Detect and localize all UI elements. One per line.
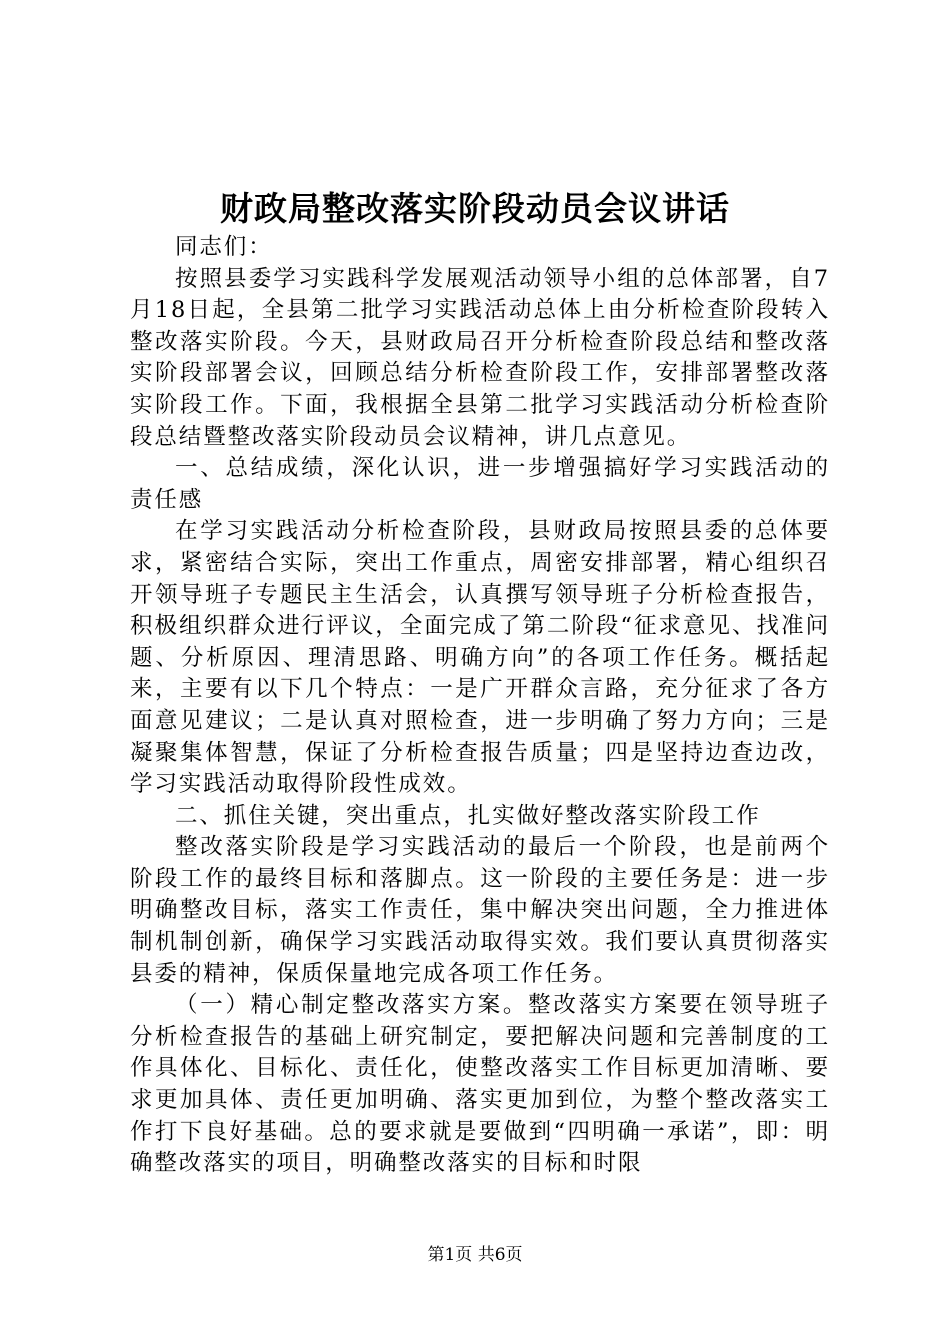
section-heading-1: 一、总结成绩，深化认识，进一步增强搞好学习实践活动的责任感: [130, 455, 830, 513]
paragraph-intro: 按照县委学习实践科学发展观活动领导小组的总体部署，自7月18日起，全县第二批学习实践活动总体上由分析检查阶段转入整改落实阶段。今天，县财政局召开分析检查阶段总结和整改落实阶段部署会议，回顾总结分析检查阶段工作，安排部署整改落实阶段工作。下面，我根据全县第二批学习实践活动分析检查阶段总结暨整改落实阶段动员会议精神，讲几点意见。: [130, 265, 830, 450]
document-body: [130, 232, 830, 1180]
paragraph-section-2: 整改落实阶段是学习实践活动的最后一个阶段，也是前两个阶段工作的最终目标和落脚点。这一阶段的主要任务是：进一步明确整改目标，落实工作责任，集中解决突出问题，全力推进体制机制创新，确保学习实践活动取得实效。我们要认真贯彻落实县委的精神，保质保量地完成各项工作任务。: [130, 834, 830, 987]
page-number-footer: 第1页 共6页: [427, 1245, 523, 1265]
section-heading-2: 二、抓住关键，突出重点，扎实做好整改落实阶段工作: [175, 802, 761, 829]
salutation: 同志们：: [175, 234, 273, 260]
document-title: 财政局整改落实阶段动员会议讲话: [220, 189, 730, 228]
paragraph-section-1: 在学习实践活动分析检查阶段，县财政局按照县委的总体要求，紧密结合实际，突出工作重点，周密安排部署，精心组织召开领导班子专题民主生活会，认真撰写领导班子分析检查报告，积极组织群众进行评议，全面完成了第二阶段“征求意见、找准问题、分析原因、理清思路、明确方向”的各项工作任务。概括起来，主要有以下几个特点：一是广开群众言路，充分征求了各方面意见建议；二是认真对照检查，进一步明确了努力方向；三是凝聚集体智慧，保证了分析检查报告质量；四是坚持边查边改，学习实践活动取得阶段性成效。: [130, 518, 830, 798]
paragraph-subsection-1: （一）精心制定整改落实方案。整改落实方案要在领导班子分析检查报告的基础上研究制定，要把解决问题和完善制度的工作具体化、目标化、责任化，使整改落实工作目标更加清晰、要求更加具体、责任更加明确、落实更加到位，为整个整改落实工作打下良好基础。总的要求就是要做到“四明确一承诺”，即：明确整改落实的项目，明确整改落实的目标和时限: [130, 992, 830, 1177]
